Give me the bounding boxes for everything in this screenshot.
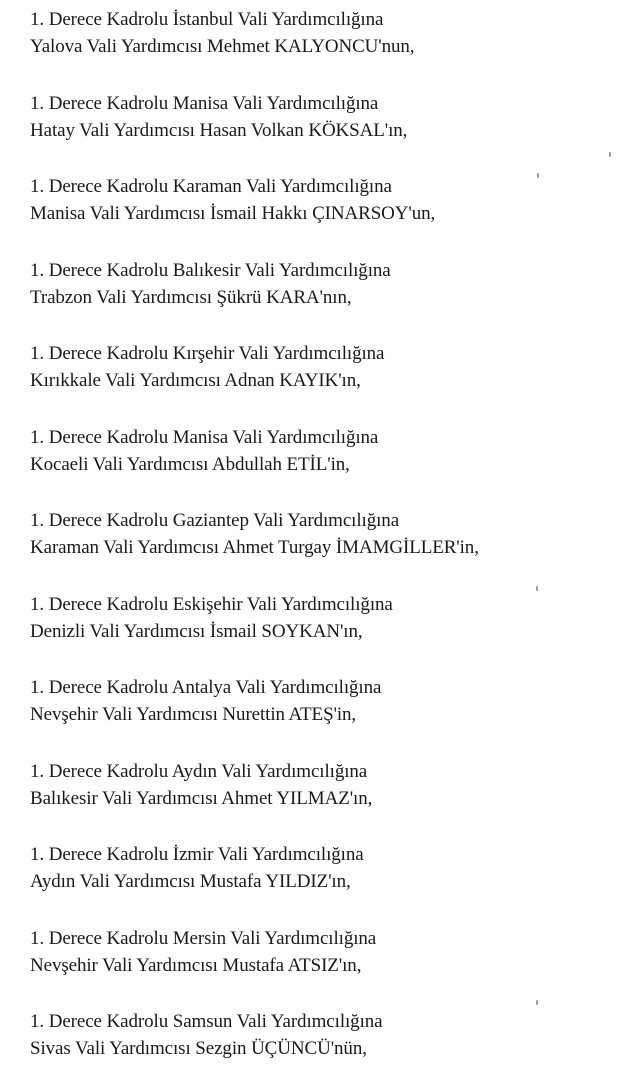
appointee-line: Kocaeli Vali Yardımcısı Abdullah ETİL'in,: [30, 453, 350, 475]
list-item: [30, 424, 630, 508]
appointee-line: Balıkesir Vali Yardımcısı Ahmet YILMAZ'ın,: [30, 787, 373, 809]
appointee-line: Kırıkkale Vali Yardımcısı Adnan KAYIK'ın,: [30, 370, 361, 391]
list-item: [30, 507, 630, 591]
scan-speck: [609, 152, 611, 157]
list-item: [30, 674, 630, 758]
appointee-line: Trabzon Vali Yardımcısı Şükrü KARA'nın,: [30, 286, 352, 308]
scan-speck: [537, 173, 539, 178]
position-line: 1. Derece Kadrolu Manisa Vali Yardımcılığına: [30, 426, 379, 448]
position-line: 1. Derece Kadrolu Antalya Vali Yardımcılığına: [30, 677, 382, 698]
position-line: 1. Derece Kadrolu Mersin Vali Yardımcılığına: [30, 927, 377, 949]
appointee-line: Nevşehir Vali Yardımcısı Mustafa ATSIZ'ın,: [30, 954, 362, 976]
list-item: [30, 173, 630, 257]
list-item: [30, 758, 630, 842]
scan-speck: [536, 1000, 538, 1005]
list-item: [30, 591, 630, 675]
list-item: [30, 841, 630, 925]
position-line: 1. Derece Kadrolu Manisa Vali Yardımcılığına: [30, 92, 379, 114]
position-line: 1. Derece Kadrolu Eskişehir Vali Yardımcılığına: [30, 593, 393, 615]
position-line: 1. Derece Kadrolu Aydın Vali Yardımcılığına: [30, 760, 368, 782]
appointment-list: [30, 6, 630, 1092]
appointee-line: Aydın Vali Yardımcısı Mustafa YILDIZ'ın,: [30, 871, 351, 892]
appointee-line: Manisa Vali Yardımcısı İsmail Hakkı ÇINARSOY'un,: [30, 203, 436, 224]
position-line: 1. Derece Kadrolu Balıkesir Vali Yardımcılığına: [30, 259, 391, 281]
scan-speck: [536, 586, 538, 591]
appointee-line: Hatay Vali Yardımcısı Hasan Volkan KÖKSAL'ın,: [30, 119, 408, 141]
appointee-line: Karaman Vali Yardımcısı Ahmet Turgay İMAMGİLLER'in,: [30, 537, 479, 558]
position-line: 1. Derece Kadrolu Samsun Vali Yardımcılığına: [30, 1011, 383, 1032]
position-line: 1. Derece Kadrolu İstanbul Vali Yardımcılığına: [30, 9, 384, 30]
appointee-line: Nevşehir Vali Yardımcısı Nurettin ATEŞ'in,: [30, 704, 357, 725]
list-item: [30, 340, 630, 424]
list-item: [30, 90, 630, 174]
position-line: 1. Derece Kadrolu Kırşehir Vali Yardımcılığına: [30, 343, 385, 364]
appointee-line: Denizli Vali Yardımcısı İsmail SOYKAN'ın,: [30, 620, 363, 642]
position-line: 1. Derece Kadrolu Karaman Vali Yardımcılığına: [30, 176, 392, 197]
appointee-line: Sivas Vali Yardımcısı Sezgin ÜÇÜNCÜ'nün,: [30, 1038, 367, 1059]
position-line: 1. Derece Kadrolu İzmir Vali Yardımcılığına: [30, 844, 364, 865]
list-item: [30, 6, 630, 90]
appointee-line: Yalova Vali Yardımcısı Mehmet KALYONCU'nun,: [30, 36, 415, 57]
list-item: [30, 257, 630, 341]
position-line: 1. Derece Kadrolu Gaziantep Vali Yardımcılığına: [30, 510, 400, 531]
list-item: [30, 925, 630, 1009]
